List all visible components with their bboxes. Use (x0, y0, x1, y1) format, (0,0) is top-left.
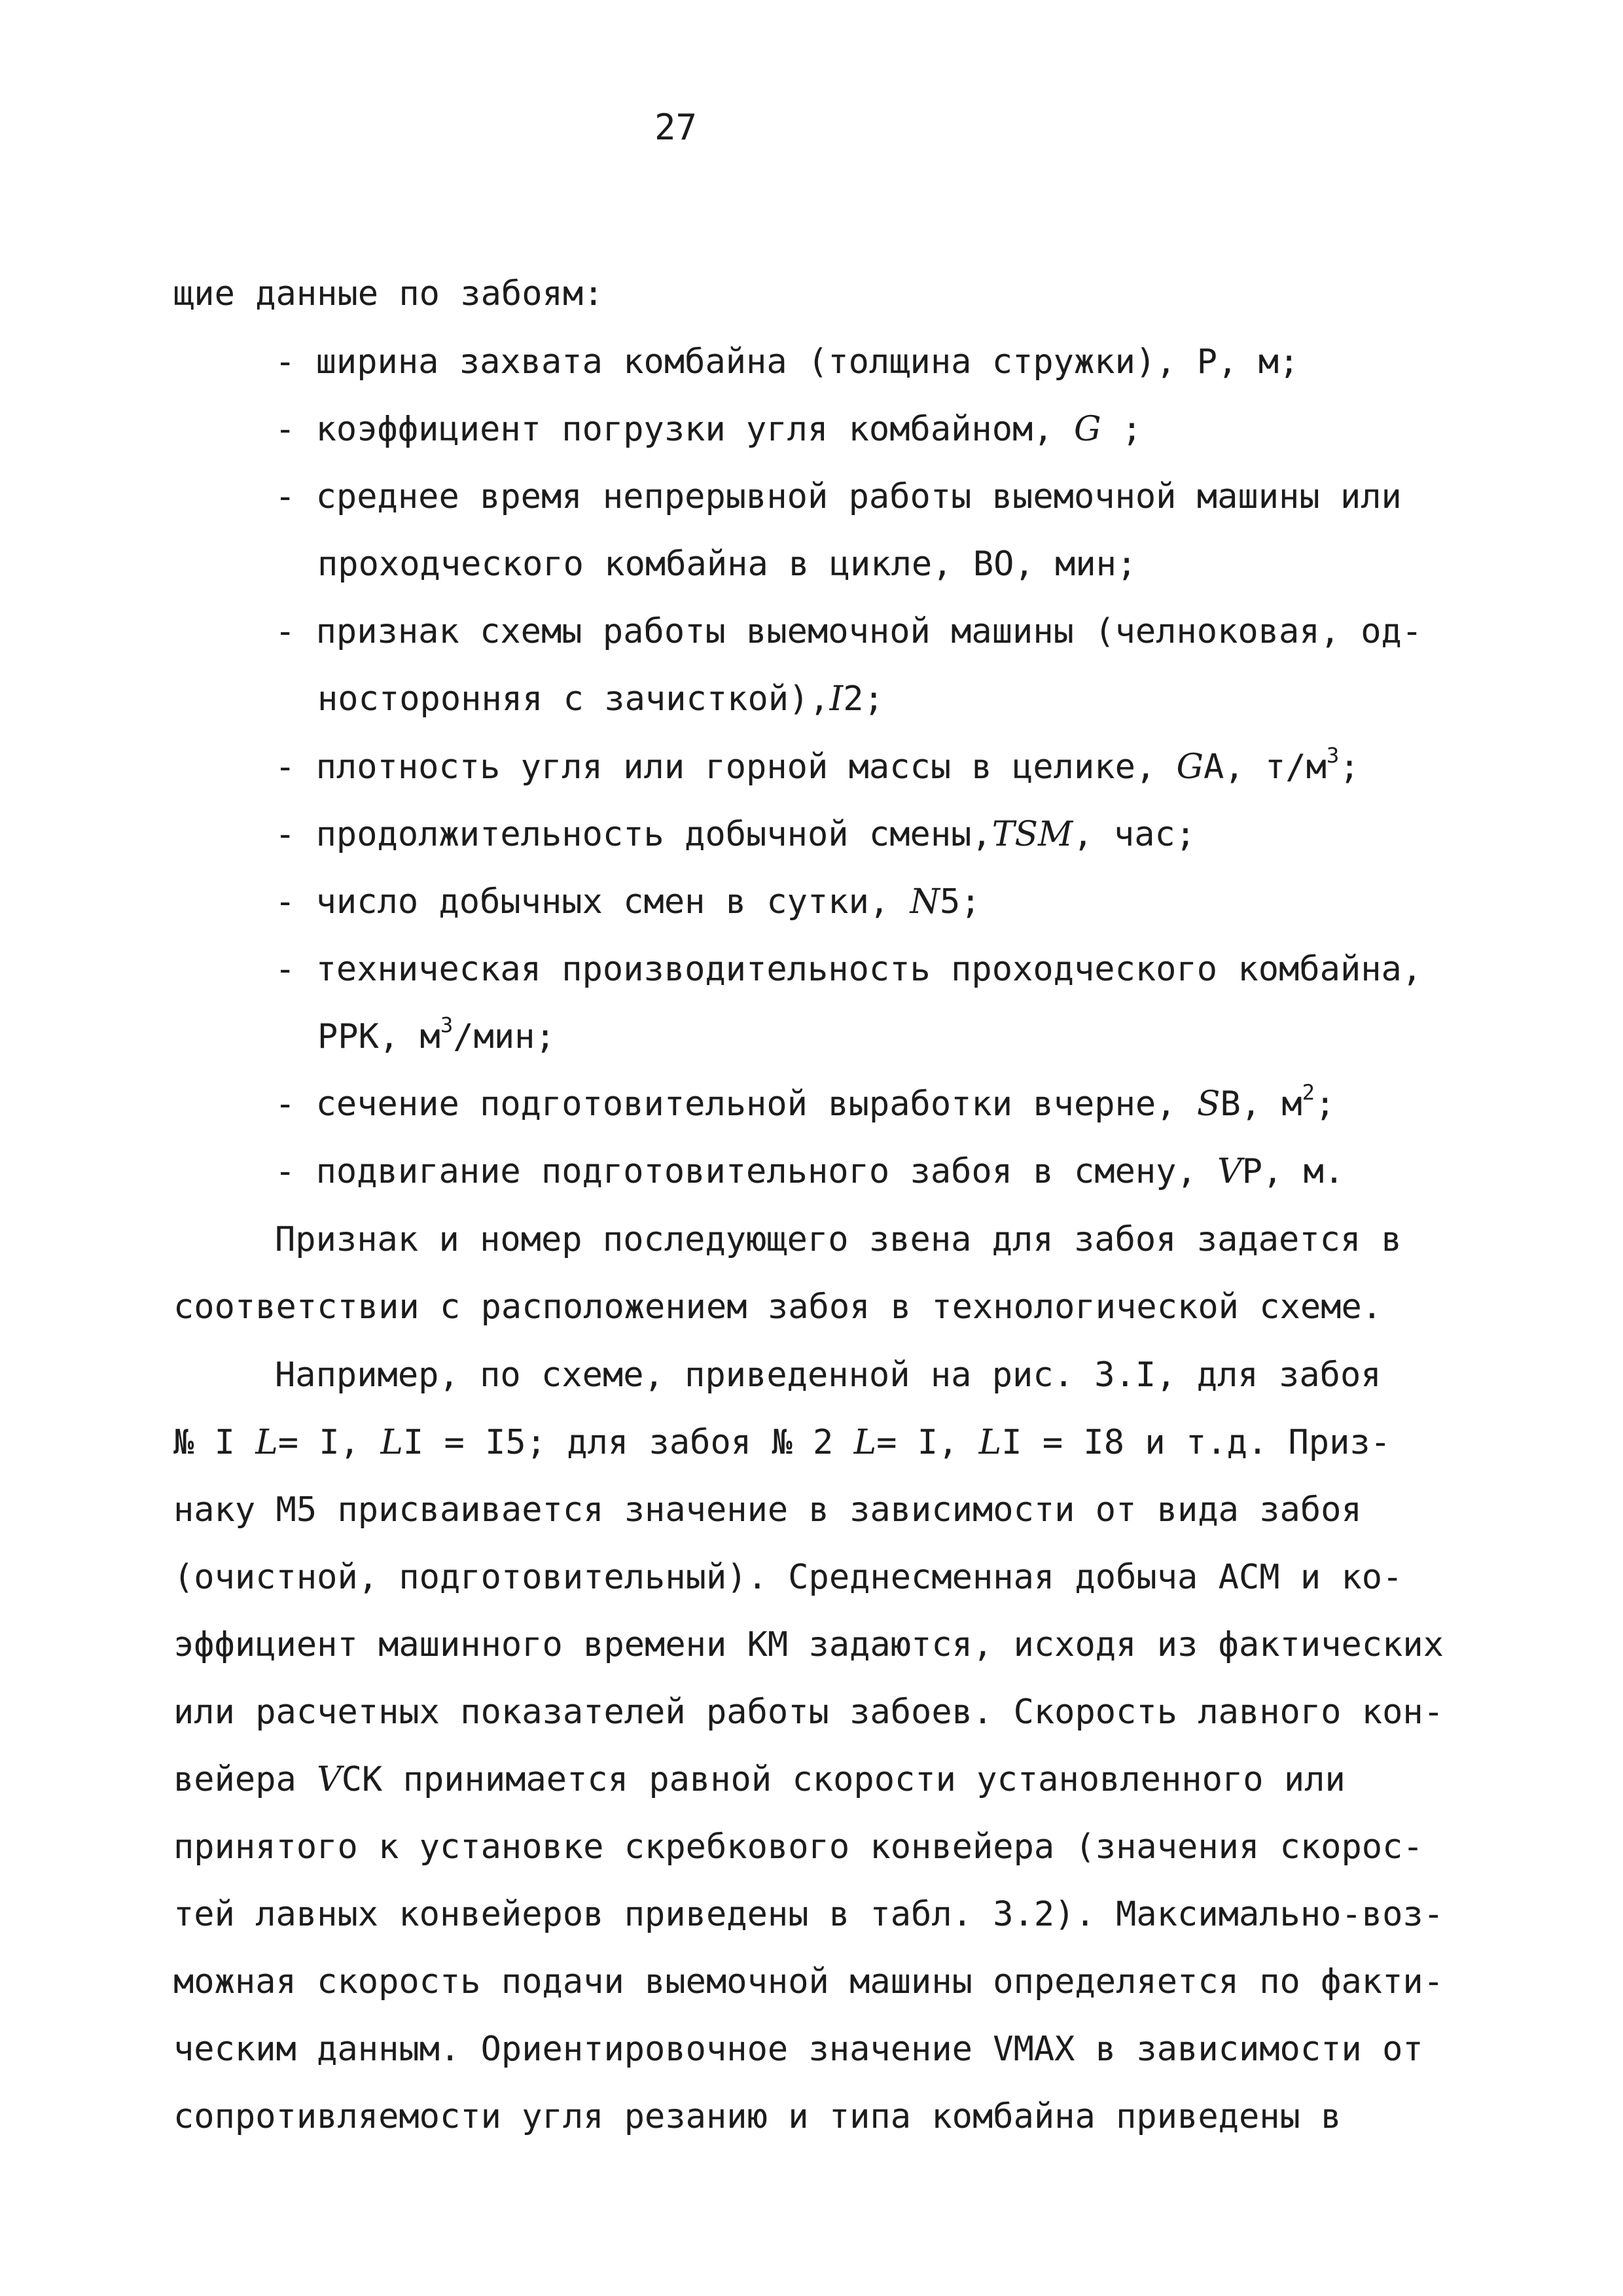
handwritten-symbol: TSM (991, 815, 1073, 854)
paragraph-1-line-2: соответствии с расположением забоя в технологической схеме. (173, 1287, 1383, 1327)
paragraph-2-line-7: вейера VCK принимается равной скорости установленного или (173, 1760, 1346, 1799)
paragraph-2-line-11: ческим данным. Ориентировочное значение VMAX в зависимости от (173, 2030, 1423, 2069)
handwritten-symbol: V (317, 1760, 342, 1799)
handwritten-symbol: L (853, 1423, 877, 1462)
list-item-avg-time-line2: проходческого комбайна в цикле, BO, мин; (317, 545, 1137, 584)
list-item-scheme-line1: - признак схемы работы выемочной машины (челноковая, од- (275, 612, 1423, 651)
handwritten-symbol: G (1176, 747, 1204, 787)
handwritten-symbol: G (1073, 410, 1101, 449)
handwritten-symbol: L (978, 1423, 1002, 1462)
list-item-advance: - подвигание подготовительного забоя в смену, VP, м. (275, 1152, 1345, 1191)
paragraph-2-line-12: сопротивляемости угля резанию и типа комбайна приведены в (173, 2097, 1342, 2136)
paragraph-2-line-4: (очистной, подготовительный). Среднесменная добыча ACM и ко- (173, 1558, 1403, 1597)
paragraph-2-line-1: Например, по схеме, приведенной на рис. 3.I, для забоя (275, 1355, 1382, 1395)
list-item-shifts-per-day: - число добычных смен в сутки, N5; (275, 882, 981, 922)
handwritten-symbol: N (910, 882, 940, 922)
list-item-avg-time-line1: - среднее время непрерывной работы выемочной машины или (275, 477, 1402, 516)
handwritten-symbol: S (1196, 1085, 1221, 1124)
list-item-section: - сечение подготовительной выработки вчерне, SB, $м^2$; (275, 1079, 1336, 1124)
list-item-loading-coef: - коэффициент погрузки угля комбайном, G ; (275, 410, 1143, 449)
paragraph-2-line-10: можная скорость подачи выемочной машины определяется по факти- (173, 1962, 1444, 2001)
intro-line: щие данные по забоям: (173, 274, 604, 314)
list-item-density: - плотность угля или горной массы в целике, GA, $т/м^3$; (275, 742, 1360, 787)
handwritten-symbol: I (829, 679, 844, 719)
paragraph-2-line-9: тей лавных конвейеров приведены в табл. 3.2). Максимально-воз- (173, 1895, 1444, 1934)
list-item-shift-duration: - продолжительность добычной смены,TSM, час; (275, 815, 1196, 854)
list-item-scheme-line2: носторонняя с зачисткой),I2; (317, 679, 884, 719)
list-item-width: - ширина захвата комбайна (толщина стружки), P, м; (275, 342, 1300, 382)
list-item-tech-productivity-line2: PPK, $м^3$/мин; (317, 1012, 556, 1056)
paragraph-2-line-3: наку M5 присваивается значение в зависимости от вида забоя (173, 1490, 1362, 1530)
handwritten-symbol: V (1217, 1152, 1242, 1191)
page-number: 27 (654, 107, 698, 148)
handwritten-symbol: L (255, 1423, 278, 1462)
paragraph-1-line-1: Признак и номер последующего звена для забоя задается в (275, 1220, 1402, 1259)
paragraph-2-line-8: принятого к установке скребкового конвейера (значения скорос- (173, 1827, 1423, 1867)
handwritten-symbol: L (380, 1423, 403, 1462)
paragraph-2-line-2: № I L= I, LI = I5; для забоя № 2 L= I, LI = I8 и т.д. Приз- (173, 1423, 1391, 1462)
paragraph-2-line-6: или расчетных показателей работы забоев. Скорость лавного кон- (173, 1693, 1444, 1732)
list-item-tech-productivity-line1: - техническая производительность проходческого комбайна, (275, 950, 1423, 989)
paragraph-2-line-5: эффициент машинного времени KM задаются, исходя из фактических (173, 1625, 1444, 1664)
